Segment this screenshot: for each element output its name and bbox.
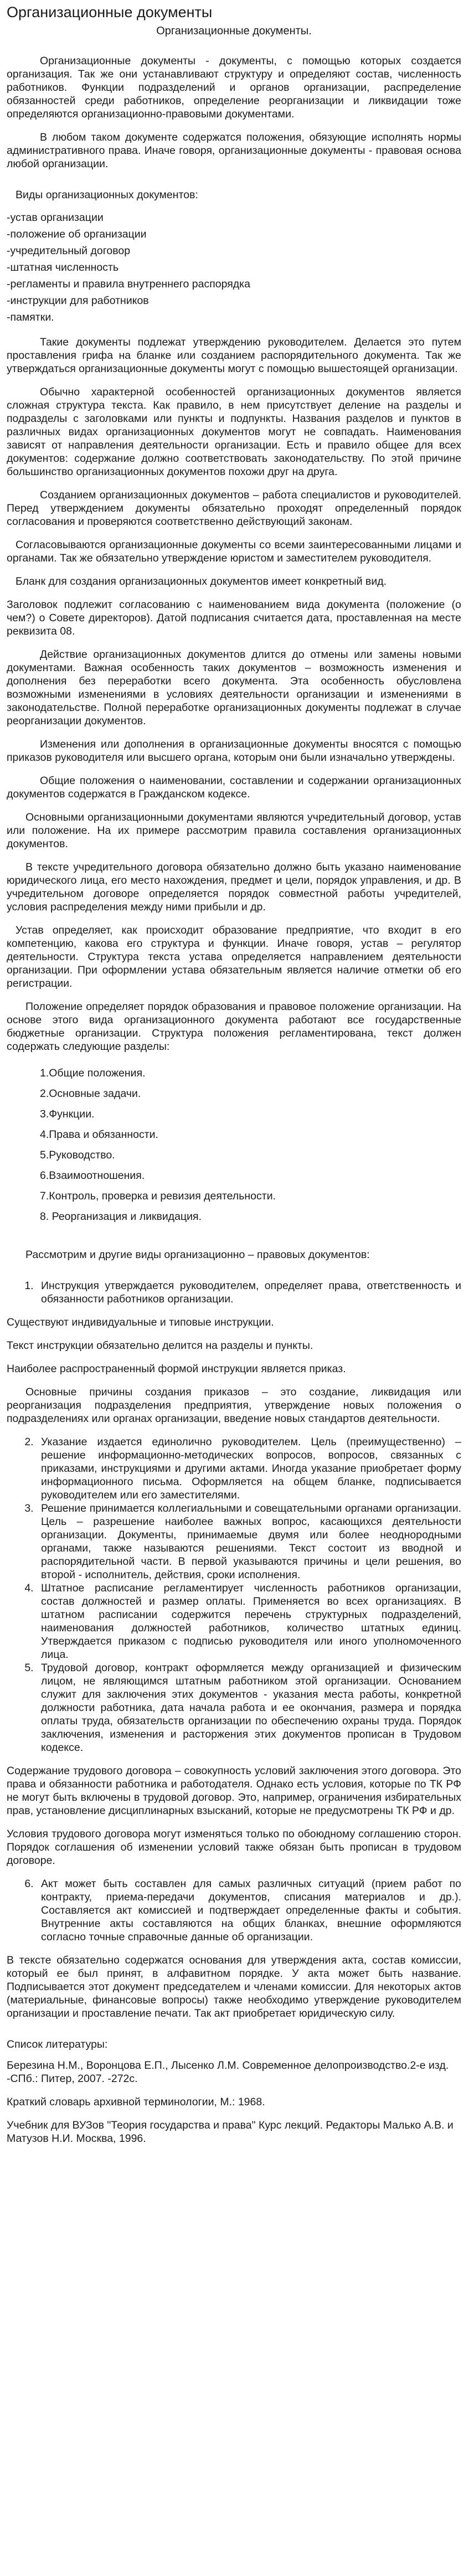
- main-documents-paragraph: Основными организационными документами являются учредительный договор, устав или положение. На их примере рассмотрим правила составления организационных документов.: [7, 811, 461, 850]
- other-types-paragraph: Рассмотрим и другие виды организационно – правовых документов:: [25, 1249, 370, 1261]
- approval-paragraph: Такие документы подлежат утверждению руководителем. Делается это путем проставления грифа на бланке или созданием распорядительного документа. Так же утверждаться организационные документы могут с помощью вышестоящей организации.: [7, 336, 461, 375]
- types-list-item: -регламенты и правила внутреннего распорядка: [7, 278, 250, 290]
- list-item: 2. Указание издается единолично руководителем. Цель (преимущественно) – решение информационно-методических вопросов, вопросов, связанных с приказами, инструкциями и другими актами. Иногда указание приобретает форму информационного письма. Оформляется на общем бланке, подписывается руководителем или его заместителями.: [37, 1435, 461, 1502]
- document-subtitle: Организационные документы.: [156, 25, 312, 37]
- bibliography-heading: Список литературы:: [7, 2038, 108, 2051]
- act-paragraph: В тексте обязательно содержатся основания для утверждения акта, состав комиссии, который ее был принят, в алфавитном порядке. У акта может быть название. Подписывается этот документ председателем и членами комиссии. Для некоторых актов (материальные, финансовые вопросы) также необходимо утверждение руководителем организации и проставление печати. Так акт приобретает юридическую силу.: [7, 1954, 461, 2019]
- types-list-item: -учредительный договор: [7, 245, 131, 257]
- structure-paragraph: Обычно характерной особенностей организационных документов является сложная структура текста. Как правило, в нем присутствует деление на разделы и подразделы с заголовками или пункты и подпункты. Названия разделов и пунктов в различных видах организационных документов могут не совпадать. Наименования зависят от направления деятельности организации. Есть и правило общее для всех документов: содержание должно соответствовать законодательству. По этой причине большинство организационных документов похожи друг на друга.: [7, 386, 461, 478]
- instruction-list: [7, 1279, 461, 1306]
- list-item: 3. Решение принимается коллегиальными и совещательными органами организации. Цель – разрешение наиболее важных вопрос, касающихся деятельности организации. Документы, принимаемые двумя или более неоднородными органами, также называются решениями. Текст состоит из вводной и распорядительной части. В первой указываются причины и цели решения, во второй - исполнитель, действия, сроки исполнения.: [37, 1502, 461, 1581]
- regulation-paragraph: Положение определяет порядок образования и правовое положение организации. На основе этого вида организационного документа работают все государственные бюджетные организации. Структура положения регламентирована, текст должен содержать следующие разделы:: [7, 1001, 461, 1053]
- list-item: 5. Трудовой договор, контракт оформляется между организацией и физическим лицом, не являющимся штатным работником этой организации. Основанием служит для заключения этих документов - указания места работы, конкретной должности работника, дата начала работа и ее окончания, размера и порядка оплаты труда, обязательств организации по обеспечению охраны труда. Порядок заключения, изменения и расторжения этих документов прописан в Трудовом кодексе.: [37, 1661, 461, 1754]
- bibliography-item: Березина Н.М., Воронцова Е.П., Лысенко Л.М. Современное делопроизводство.2-е изд. -СПб.: Питер, 2007. -272с.: [7, 2059, 449, 2085]
- list-item: 4. Штатное расписание регламентирует численность работников организации, состав должностей и размер оплаты. Применяется во всех организациях. В штатном расписании содержится перечень структурных подразделений, наименования должностей работников, количество штатных единиц. Утверждается приказом с подписью руководителя или иного уполномоченного лица.: [37, 1581, 461, 1661]
- section-item: 7.Контроль, проверка и ревизия деятельности.: [40, 1190, 276, 1202]
- page-title: Организационные документы: [7, 4, 213, 20]
- types-heading: Виды организационных документов:: [16, 189, 198, 201]
- instruction-form-paragraph: Наиболее распространенный формой инструкции является приказ.: [7, 1363, 346, 1375]
- agreement-paragraph: Согласовываются организационные документы со всеми заинтересованными лицами и органами. Так же обязательно утверждение юристом и заместителем руководителя.: [7, 539, 461, 564]
- section-item: 8. Реорганизация и ликвидация.: [40, 1210, 202, 1223]
- types-list: [7, 209, 461, 326]
- common-provisions-paragraph: Общие положения о наименовании, составлении и содержании организационных документов содержатся в Гражданском кодексе.: [7, 775, 461, 800]
- header-paragraph: Заголовок подлежит согласованию с наименованием вида документа (положение (о чем?) о Совете директоров). Датой подписания считается дата, проставленная на месте реквизита 08.: [7, 599, 461, 637]
- documents-list: [7, 1435, 461, 1754]
- act-list: [7, 1877, 461, 1944]
- section-item: 3.Функции.: [40, 1108, 95, 1120]
- creation-paragraph: Созданием организационных документов – работа специалистов и руководителей. Перед утверждением документы обязательно проходят определенный порядок согласования и проверяются соответственно действующий законам.: [7, 489, 461, 528]
- orders-paragraph: Основные причины создания приказов – это создание, ликвидация или реорганизация подразделения предприятия, утверждение новых положения о подразделениях или органах организации, введение новых стандартов деятельности.: [7, 1386, 461, 1425]
- contract-change-paragraph: Условия трудового договора могут изменяться только по обоюдному соглашению сторон. Порядок соглашения об изменении условий также обязан быть прописан в трудовом договоре.: [7, 1828, 461, 1867]
- section-item: 4.Права и обязанности.: [40, 1129, 158, 1141]
- list-item: 1. Инструкция утверждается руководителем, определяет права, ответственность и обязанности работников организации.: [37, 1279, 461, 1306]
- regulation-sections-list: [7, 1063, 461, 1227]
- intro-paragraph-1: Организационные документы - документы, с помощью которых создается организация. Так же они устанавливают структуру и определяют состав, численность работников. Функции подразделений и органов организации, распределение обязанностей среди работников, определение реорганизации и ликвидации тоже определяются организационно-правовыми документами.: [7, 55, 461, 120]
- section-item: 1.Общие положения.: [40, 1067, 146, 1079]
- list-item: 6. Акт может быть составлен для самых различных ситуаций (прием работ по контракту, приема-передачи документов, списания материалов и др.). Составляется акт комиссией и подтверждает определенные факты и события. Внутренние акты составляются на общих бланках, внешние оформляются согласно точные справочные данные об организации.: [37, 1877, 461, 1944]
- types-list-item: -устав организации: [7, 212, 104, 224]
- blank-paragraph: Бланк для создания организационных документов имеет конкретный вид.: [16, 575, 387, 588]
- types-list-item: -штатная численность: [7, 261, 119, 274]
- bibliography-item: Учебник для ВУЗов "Теория государства и права" Курс лекций. Редакторы Малько А.В. и Матузов Н.И. Москва, 1996.: [7, 2119, 453, 2145]
- section-item: 5.Руководство.: [40, 1149, 115, 1161]
- founding-agreement-paragraph: В тексте учредительного договора обязательно должно быть указано наименование юридического лица, его место нахождения, предмет и цели, порядок управления, и др. В учредительном договоре определяется порядок совместной работы учредителей, условия распределения между ними прибыли и др.: [7, 861, 461, 913]
- section-item: 2.Основные задачи.: [40, 1088, 141, 1100]
- instruction-structure-paragraph: Текст инструкции обязательно делится на разделы и пункты.: [7, 1339, 313, 1352]
- validity-paragraph: Действие организационных документов длится до отмены или замены новыми документами. Важная особенность таких документов – возможность изменения и дополнения без переработки всего документа. Эта особенность обусловлена возможными изменениями в условиях деятельности организации и изменениями в законодательстве. Полной переработке организационных документы подлежат в случае реорганизации документов.: [7, 648, 461, 727]
- types-list-item: -положение об организации: [7, 228, 147, 240]
- bibliography-item: Краткий словарь архивной терминологии, М.: 1968.: [7, 2096, 265, 2108]
- intro-paragraph-2: В любом таком документе содержатся положения, обязующие исполнять нормы административного права. Иначе говоря, организационные документы - правовая основа любой организации.: [7, 131, 461, 170]
- types-list-item: -памятки.: [7, 311, 54, 323]
- instruction-types-paragraph: Существуют индивидуальные и типовые инструкции.: [7, 1316, 274, 1328]
- contract-content-paragraph: Содержание трудового договора – совокупность условий заключения этого договора. Это права и обязанности работника и работодателя. Однако есть условия, которые по ТК РФ не могут быть включены в трудовой договор. Это, например, ограничения избирательных прав, установление дисциплинарных взысканий, которые не предусмотрены ТК РФ и др.: [7, 1765, 461, 1817]
- changes-paragraph: Изменения или дополнения в организационные документы вносятся с помощью приказов руководителя или высшего органа, которым они были изначально утверждены.: [7, 738, 461, 764]
- section-item: 6.Взаимоотношения.: [40, 1169, 145, 1182]
- types-list-item: -инструкции для работников: [7, 295, 149, 307]
- charter-paragraph: Устав определяет, как происходит образование предприятие, что входит в его компетенцию, какова его структура и функции. Иначе говоря, устав – регулятор деятельности. Структура текста устава определяется направлением деятельности организации. При оформлении устава обязательным является наличие отметки об его регистрации.: [7, 924, 461, 990]
